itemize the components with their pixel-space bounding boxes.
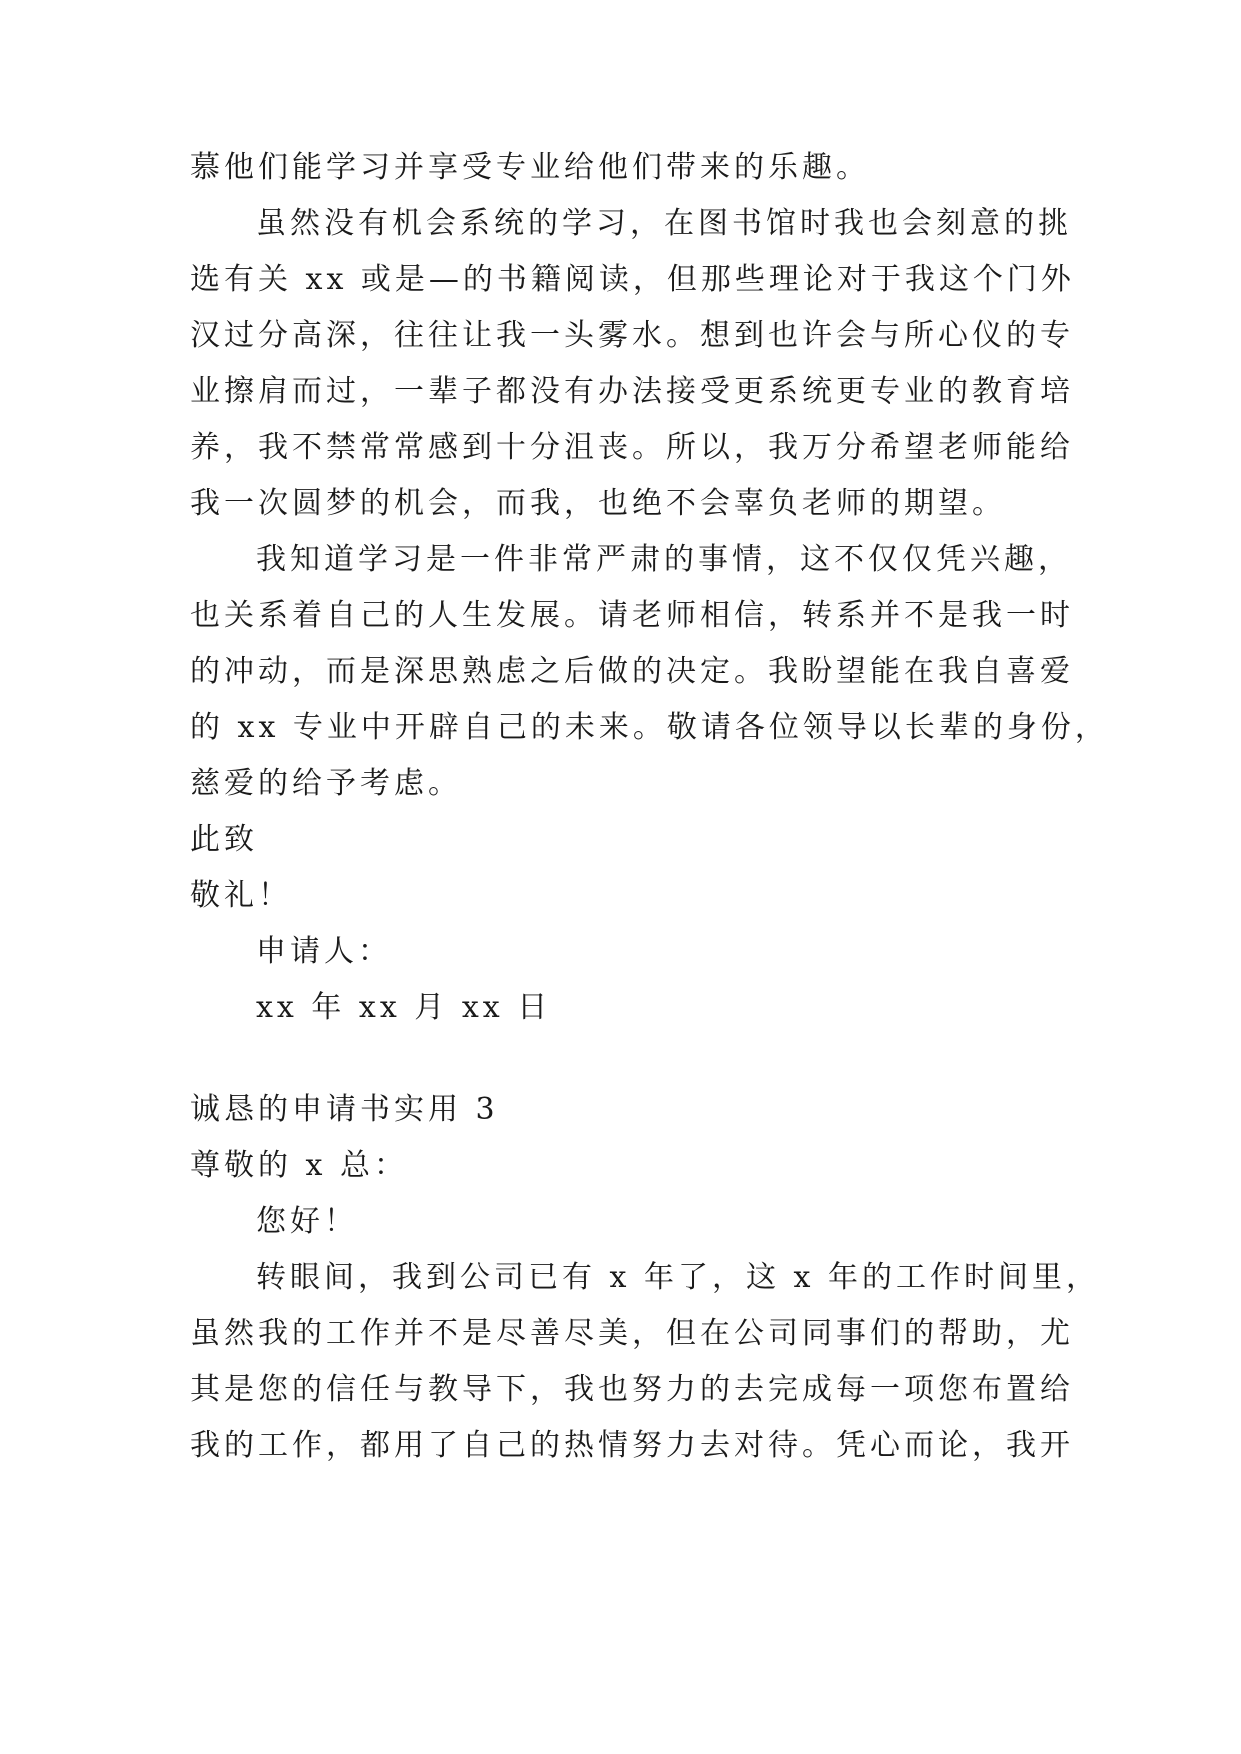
date-line: xx 年 xx 月 xx 日 bbox=[256, 990, 552, 1025]
closing-regards: 敬礼！ bbox=[190, 878, 292, 913]
body-text-line: 其是您的信任与教导下，我也努力的去完成每一项您布置给 bbox=[190, 1372, 1074, 1407]
body-text-line: 慕他们能学习并享受专业给他们带来的乐趣。 bbox=[190, 150, 870, 185]
body-text-line: 也关系着自己的人生发展。请老师相信，转系并不是我一时 bbox=[190, 598, 1074, 633]
body-text-line: 汉过分高深，往往让我一头雾水。想到也许会与所心仪的专 bbox=[190, 318, 1074, 353]
applicant-label: 申请人： bbox=[256, 934, 392, 969]
body-text-line: 的冲动，而是深思熟虑之后做的决定。我盼望能在我自喜爱 bbox=[190, 654, 1074, 689]
body-text-line: 慈爱的给予考虑。 bbox=[190, 766, 462, 801]
letter-greeting: 尊敬的 x 总： bbox=[190, 1148, 408, 1183]
closing-salutation: 此致 bbox=[190, 822, 258, 857]
letter-hello: 您好！ bbox=[256, 1204, 358, 1239]
body-text-line: 业擦肩而过，一辈子都没有办法接受更系统更专业的教育培 bbox=[190, 374, 1074, 409]
paragraph-first-line: 虽然没有机会系统的学习，在图书馆时我也会刻意的挑 bbox=[256, 206, 1072, 241]
body-text-line: 选有关 xx 或是—的书籍阅读，但那些理论对于我这个门外 bbox=[190, 262, 1075, 297]
section-title: 诚恳的申请书实用 3 bbox=[190, 1092, 499, 1127]
body-text-line: 虽然我的工作并不是尽善尽美，但在公司同事们的帮助，尤 bbox=[190, 1316, 1074, 1351]
paragraph-first-line: 转眼间，我到公司已有 x 年了，这 x 年的工作时间里， bbox=[256, 1260, 1100, 1295]
body-text-line: 我的工作，都用了自己的热情努力去对待。凭心而论，我开 bbox=[190, 1428, 1074, 1463]
paragraph-first-line: 我知道学习是一件非常严肃的事情，这不仅仅凭兴趣， bbox=[256, 542, 1072, 577]
body-text-line: 养，我不禁常常感到十分沮丧。所以，我万分希望老师能给 bbox=[190, 430, 1074, 465]
body-text-line: 的 xx 专业中开辟自己的未来。敬请各位领导以长辈的身份， bbox=[190, 710, 1109, 745]
body-text-line: 我一次圆梦的机会，而我，也绝不会辜负老师的期望。 bbox=[190, 486, 1006, 521]
